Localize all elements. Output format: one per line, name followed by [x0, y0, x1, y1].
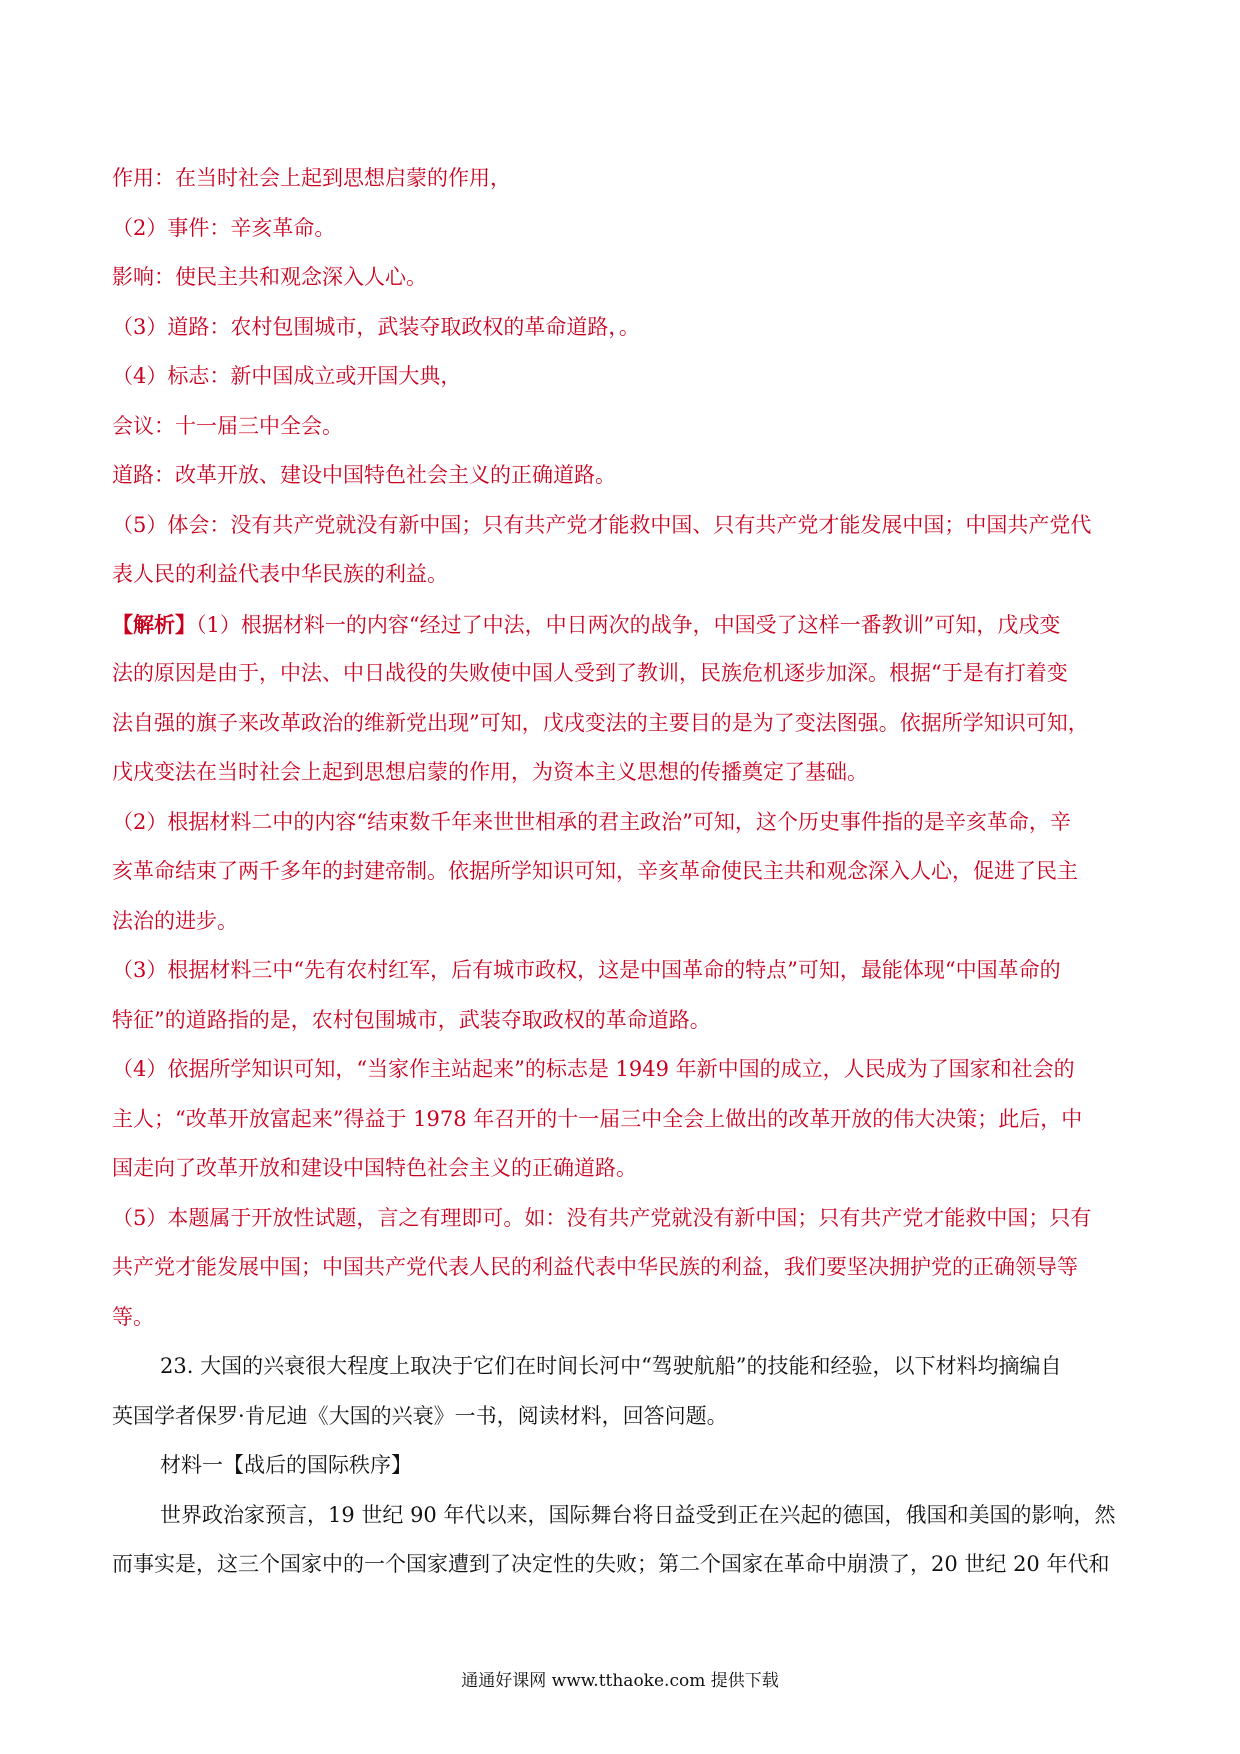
- answer-line: 表人民的利益代表中华民族的利益。: [112, 562, 448, 586]
- analysis-line: （4）依据所学知识可知，“当家作主站起来”的标志是 1949 年新中国的成立，人民成为了国家和社会的: [112, 1057, 1075, 1081]
- analysis-text: （1）根据材料一的内容“经过了中法，中日两次的战争，中国受了这样一番教训”可知，戊戌变: [196, 612, 1061, 637]
- analysis-line: 特征”的道路指的是，农村包围城市，武装夺取政权的革命道路。: [112, 1007, 711, 1032]
- analysis-line: 等。: [112, 1304, 154, 1329]
- answer-line: （2）事件：辛亥革命。: [112, 215, 336, 240]
- material-title: 材料一【战后的国际秩序】: [160, 1453, 412, 1477]
- answer-line: 道路：改革开放、建设中国特色社会主义的正确道路。: [112, 463, 616, 487]
- analysis-line: （5）本题属于开放性试题，言之有理即可。如：没有共产党就没有新中国；只有共产党才能救中国；只有: [112, 1205, 1092, 1230]
- answer-line: （4）标志：新中国成立或开国大典，: [112, 364, 462, 388]
- answer-line: 影响：使民主共和观念深入人心。: [112, 265, 427, 289]
- page-content: [112, 154, 1132, 1590]
- analysis-line: （2）根据材料二中的内容“结束数千年来世世相承的君主政治”可知，这个历史事件指的是辛亥革命，辛: [112, 809, 1071, 834]
- question-line: 英国学者保罗·肯尼迪《大国的兴衰》一书，阅读材料，回答问题。: [112, 1403, 728, 1428]
- answer-line: 会议：十一届三中全会。: [112, 413, 343, 438]
- material-line: 世界政治家预言，19 世纪 90 年代以来，国际舞台将日益受到正在兴起的德国，俄国和美国的影响，然: [160, 1502, 1116, 1527]
- analysis-line: 国走向了改革开放和建设中国特色社会主义的正确道路。: [112, 1156, 637, 1180]
- answer-line: 作用：在当时社会上起到思想启蒙的作用，: [112, 166, 511, 190]
- material-line: 而事实是，这三个国家中的一个国家遭到了决定性的失败；第二个国家在革命中崩溃了，20 世纪 20 年代和: [112, 1552, 1110, 1576]
- answer-line: （5）体会：没有共产党就没有新中国；只有共产党才能救中国、只有共产党才能发展中国；中国共产党代: [112, 512, 1092, 537]
- analysis-line: 主人；“改革开放富起来”得益于 1978 年召开的十一届三中全会上做出的改革开放的伟大决策；此后，中: [112, 1106, 1083, 1131]
- analysis-first-line: [112, 600, 1132, 650]
- analysis-line: 共产党才能发展中国；中国共产党代表人民的利益代表中华民族的利益，我们要坚决拥护党的正确领导等: [112, 1255, 1078, 1279]
- analysis-line: 法治的进步。: [112, 908, 238, 933]
- analysis-tag: 【解析】: [112, 611, 196, 637]
- question-line: 23. 大国的兴衰很大程度上取决于它们在时间长河中“驾驶航船”的技能和经验，以下材料均摘编自: [160, 1354, 1062, 1378]
- analysis-line: 法的原因是由于，中法、中日战役的失败使中国人受到了教训，民族危机逐步加深。根据“于是有打着变: [112, 661, 1068, 685]
- answer-line: （3）道路：农村包围城市，武装夺取政权的革命道路，。: [112, 314, 640, 339]
- page-footer: 通通好课网 www.tthaoke.com 提供下载: [461, 1671, 779, 1691]
- analysis-line: 戊戌变法在当时社会上起到思想启蒙的作用，为资本主义思想的传播奠定了基础。: [112, 760, 868, 784]
- analysis-line: 法自强的旗子来改革政治的维新党出现”可知，戊戌变法的主要目的是为了变法图强。依据所学知识可知，: [112, 710, 1089, 735]
- analysis-line: 亥革命结束了两千多年的封建帝制。依据所学知识可知，辛亥革命使民主共和观念深入人心，促进了民主: [112, 859, 1078, 883]
- analysis-line: （3）根据材料三中“先有农村红军，后有城市政权，这是中国革命的特点”可知，最能体现“中国革命的: [112, 958, 1061, 982]
